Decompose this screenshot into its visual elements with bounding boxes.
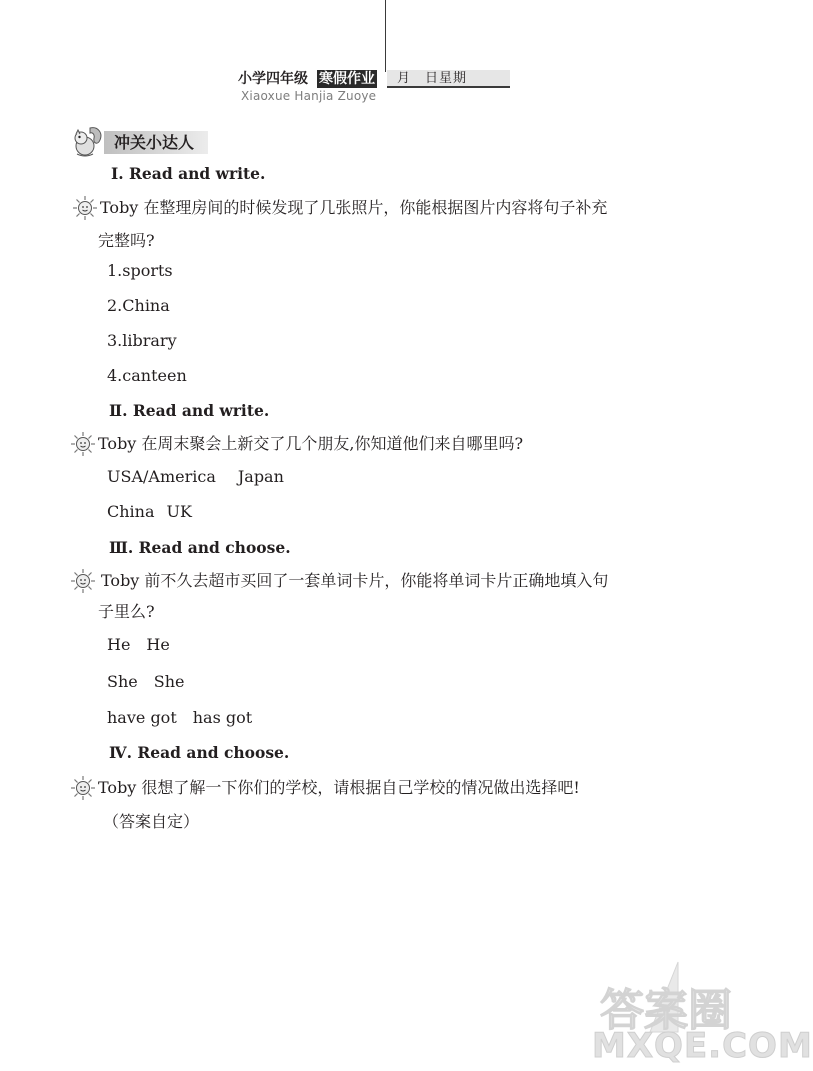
part-2-answer-row-1 — [107, 467, 284, 487]
part-3-instruction-line2: 子里么? — [98, 602, 155, 621]
part-4-instruction: Toby 很想了解一下你们的学校，请根据自己学校的情况做出选择吧! — [98, 778, 580, 797]
header-month-label: 月 — [397, 71, 412, 86]
section-title: 冲关小达人 — [104, 131, 208, 154]
sun-bullet-icon — [70, 431, 96, 457]
header-grade: 小学四年级 — [238, 71, 308, 87]
part-3-answer-row-3 — [107, 708, 252, 728]
part-1-instruction-line1: Toby 在整理房间的时候发现了几张照片，你能根据图片内容将句子补充 — [100, 198, 608, 217]
answer-item: have got — [107, 708, 177, 727]
page-header — [238, 70, 510, 88]
answer-item: He — [107, 635, 131, 654]
watermark-cn-text: 答案圈 — [600, 985, 732, 1036]
part-1-answer-4: 4.canteen — [107, 366, 187, 385]
squirrel-icon — [72, 124, 104, 160]
sun-bullet-icon — [72, 195, 98, 221]
part-3-answer-row-1 — [107, 635, 170, 655]
watermark-site-text: MXQE.COM — [592, 1026, 813, 1066]
part-2-heading: Ⅱ. Read and write. — [109, 401, 270, 420]
watermark — [586, 960, 813, 1068]
part-1-answer-1: 1.sports — [107, 261, 173, 280]
part-2-answer-row-2 — [107, 502, 192, 522]
part-3-answer-row-2 — [107, 672, 184, 692]
answer-item: He — [146, 635, 170, 654]
answer-item: USA/America — [107, 467, 216, 486]
part-1-answer-2: 2.China — [107, 296, 170, 315]
part-1-heading: Ⅰ. Read and write. — [111, 164, 266, 183]
answer-item: UK — [166, 502, 192, 521]
header-date-field — [387, 70, 510, 88]
part-1-answer-3: 3.library — [107, 331, 177, 350]
header-subtitle: Xiaoxue Hanjia Zuoye — [241, 89, 377, 103]
page-spine-line — [385, 0, 386, 72]
part-3-heading: Ⅲ. Read and choose. — [109, 538, 291, 557]
sun-bullet-icon — [70, 775, 96, 801]
part-1-instruction-line2: 完整吗? — [98, 231, 155, 250]
answer-item: She — [107, 672, 138, 691]
answer-item: has got — [192, 708, 253, 727]
part-2-instruction: Toby 在周末聚会上新交了几个朋友,你知道他们来自哪里吗? — [98, 434, 524, 453]
part-3-instruction-line1: Toby 前不久去超市买回了一套单词卡片，你能将单词卡片正确地填入句 — [101, 571, 609, 590]
header-day-label: 日星期 — [425, 71, 468, 86]
sun-bullet-icon — [70, 568, 96, 594]
header-title: 寒假作业 — [319, 71, 375, 87]
part-4-heading: Ⅳ. Read and choose. — [109, 743, 290, 762]
answer-item: China — [107, 502, 155, 521]
answer-item: Japan — [237, 467, 284, 486]
answer-item: She — [153, 672, 185, 691]
part-4-note: （答案自定） — [103, 812, 200, 831]
